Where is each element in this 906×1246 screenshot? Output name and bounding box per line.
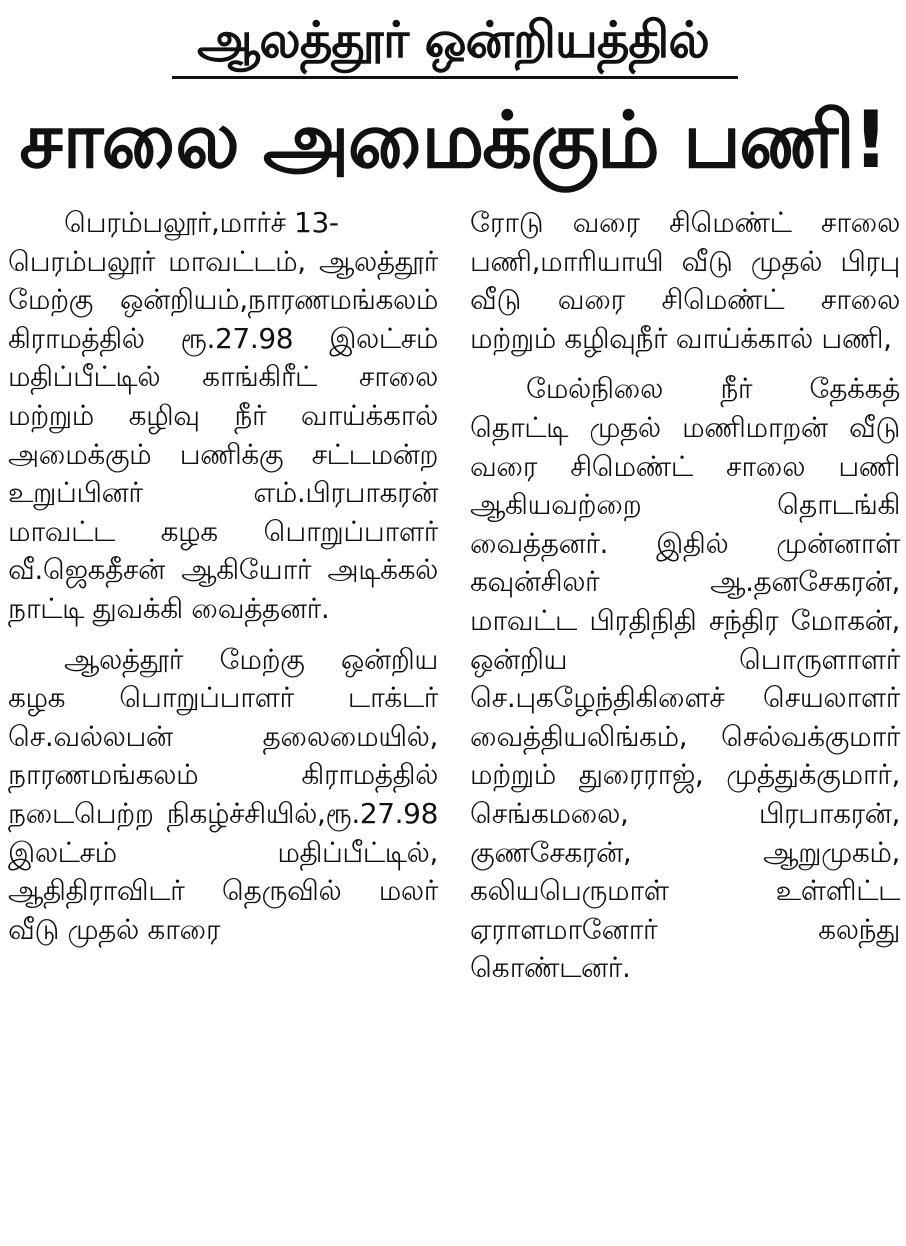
kicker-title: ஆலத்தூர் ஒன்றியத்தில் <box>197 11 709 69</box>
article-paragraph: ரோடு வரை சிமெண்ட் சாலை பணி,மாரியாயி வீடு முதல் பிரபு வீடு வரை சிமெண்ட் சாலை மற்றும் கழிவுநீர் வாய்க்கால் பணி, <box>470 206 900 355</box>
article-paragraph: பெரம்பலூர் மாவட்டம், ஆலத்தூர் மேற்கு ஒன்றியம்,நாரணமங்கலம் கிராமத்தில் ரூ.27.98 இலட்சம் மதிப்பீட்டில் காங்கிரீட் சாலை மற்றும் கழிவு நீர் வாய்க்கால் அமைக்கும் பணிக்கு சட்டமன்ற உறுப்பினர் எம்.பிரபாகரன் மாவட்ட கழக பொறுப்பாளர் வீ.ஜெகதீசன் ஆகியோர் அடிக்கல் நாட்டி துவக்கி வைத்தனர். <box>8 244 438 625</box>
article-column-left <box>8 204 438 961</box>
article-paragraph: ஆலத்தூர் மேற்கு ஒன்றிய கழக பொறுப்பாளர் டாக்டர் செ.வல்லபன் தலைமையில், நாரணமங்கலம் கிராமத்தில் நடைபெற்ற நிகழ்ச்சியில்,ரூ.27.98 இலட்சம் மதிப்பீட்டில், ஆதிதிராவிடர் தெருவில் மலர் வீடு முதல் காரை <box>8 642 438 946</box>
dateline: பெரம்பலூர்,மார்ச் 13- <box>64 206 339 239</box>
kicker-underline <box>172 76 738 79</box>
headline: சாலை அமைக்கும் பணி! <box>19 96 887 186</box>
article-column-right <box>470 204 900 1000</box>
article-paragraph: மேல்நிலை நீர் தேக்கத் தொட்டி முதல் மணிமாறன் வீடு வரை சிமெண்ட் சாலை பணி ஆகியவற்றை தொடங்கி வைத்தனர். இதில் முன்னாள் கவுன்சிலர் ஆ.தனசேகரன், மாவட்ட பிரதிநிதி சந்திர மோகன், ஒன்றிய பொருளாளர் செ.புகழேந்திகிளைச் செயலாளர் வைத்தியலிங்கம், செல்வக்குமார் மற்றும் துரைராஜ், முத்துக்குமார், செங்கமலை, பிரபாகரன், குணசேகரன், ஆறுமுகம், கலியபெருமாள் உள்ளிட்ட ஏராளமானோர் கலந்து கொண்டனர். <box>470 372 900 985</box>
